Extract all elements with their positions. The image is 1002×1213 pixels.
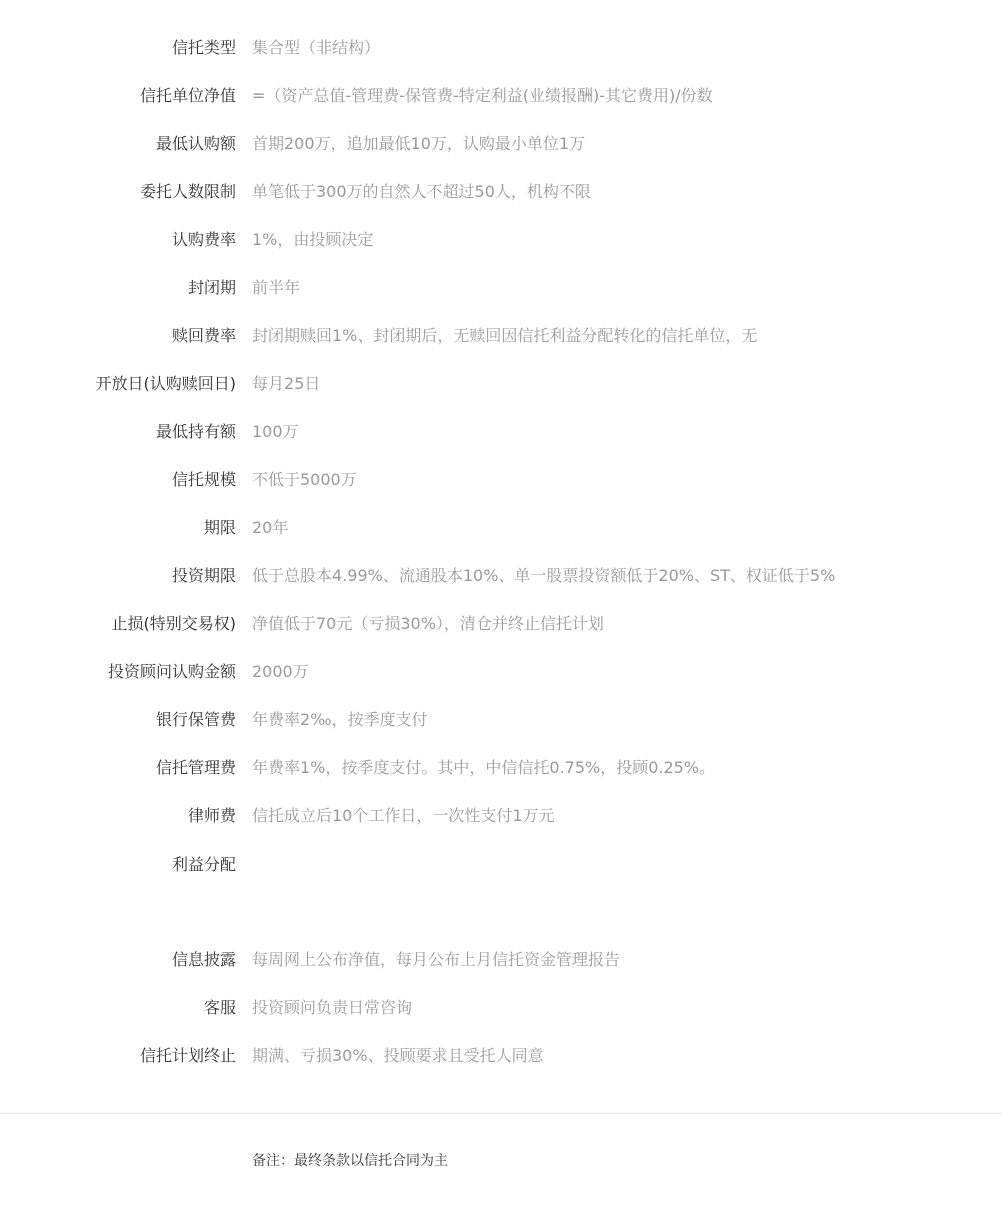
spec-label: 信托计划终止 (139, 1045, 236, 1065)
section-divider (0, 1113, 1002, 1114)
spec-value: 年费率2‰，按季度支付 (252, 709, 428, 729)
spec-label: 利益分配 (171, 855, 236, 874)
spec-row-termination (0, 1030, 1002, 1078)
spec-label: 投资期限 (171, 565, 236, 585)
spec-label: 赎回费率 (171, 325, 236, 345)
spec-value: 1%，由投顾决定 (252, 229, 374, 249)
spec-value: 20年 (252, 517, 289, 537)
spec-value: 2000万 (252, 661, 309, 681)
spec-row-redemption-fee (0, 310, 1002, 358)
spec-row-custody-fee (0, 694, 1002, 742)
spec-row-term (0, 502, 1002, 550)
spec-row-trust-type (0, 22, 1002, 70)
footnote: 备注：最终条款以信托合同为主 (252, 1153, 448, 1169)
spec-label: 银行保管费 (155, 709, 236, 729)
spec-row-min-holding (0, 406, 1002, 454)
spec-value: 年费率1%，按季度支付。其中，中信信托0.75%，投顾0.25%。 (252, 757, 716, 777)
spec-value: 每月25日 (252, 373, 321, 393)
spec-value: 首期200万，追加最低10万，认购最小单位1万 (252, 133, 586, 153)
spec-value: 投资顾问负责日常咨询 (252, 997, 413, 1017)
spec-row-unit-nav (0, 70, 1002, 118)
spec-label: 信托单位净值 (139, 85, 236, 105)
spec-value: 低于总股本4.99%、流通股本10%、单一股票投资额低于20%、ST、权证低于5% (252, 565, 836, 585)
spec-label: 封闭期 (187, 277, 236, 297)
spec-row-customer-service (0, 982, 1002, 1030)
spec-label: 认购费率 (171, 229, 236, 249)
spec-value: 每周网上公布净值，每月公布上月信托资金管理报告 (252, 949, 621, 969)
spec-row-lockup-period (0, 262, 1002, 310)
spec-value: 信托成立后10个工作日，一次性支付1万元 (252, 805, 555, 825)
spec-row-lawyer-fee (0, 790, 1002, 838)
spec-value: 封闭期赎回1%、封闭期后，无赎回因信托利益分配转化的信托单位，无 (252, 325, 758, 345)
spec-label: 期限 (203, 517, 236, 537)
spec-row-open-day (0, 358, 1002, 406)
spec-label: 信托类型 (171, 37, 236, 57)
spec-label: 止损(特别交易权) (111, 613, 236, 633)
spec-row-disclosure (0, 934, 1002, 982)
spec-row-trust-scale (0, 454, 1002, 502)
spec-label: 开放日(认购赎回日) (95, 373, 236, 393)
spec-row-investor-limit (0, 166, 1002, 214)
spec-label: 信息披露 (171, 949, 236, 969)
spec-label: 最低持有额 (155, 421, 236, 441)
spec-row-management-fee (0, 742, 1002, 790)
spec-label: 最低认购额 (155, 133, 236, 153)
spec-value: 集合型（非结构） (252, 37, 381, 57)
spec-row-profit-distribution (0, 838, 1002, 934)
spec-label: 委托人数限制 (139, 181, 236, 201)
spec-label: 律师费 (187, 805, 236, 825)
spec-value: 单笔低于300万的自然人不超过50人，机构不限 (252, 181, 591, 201)
spec-label: 客服 (203, 997, 236, 1017)
spec-value: 净值低于70元（亏损30%），清仓并终止信托计划 (252, 613, 604, 633)
spec-row-advisor-subscription (0, 646, 1002, 694)
spec-value: 100万 (252, 421, 299, 441)
spec-value: 前半年 (252, 277, 301, 297)
spec-label: 信托管理费 (155, 757, 236, 777)
spec-value: 期满、亏损30%、投顾要求且受托人同意 (252, 1045, 544, 1065)
spec-value: =（资产总值-管理费-保管费-特定利益(业绩报酬)-其它费用)/份数 (252, 85, 713, 105)
spec-label: 投资顾问认购金额 (107, 661, 236, 681)
spec-row-stop-loss (0, 598, 1002, 646)
trust-spec-table (0, 22, 1002, 1078)
spec-label: 信托规模 (171, 469, 236, 489)
spec-value: 不低于5000万 (252, 469, 357, 489)
spec-row-investment-limits (0, 550, 1002, 598)
spec-row-subscription-fee (0, 214, 1002, 262)
spec-row-min-subscription (0, 118, 1002, 166)
